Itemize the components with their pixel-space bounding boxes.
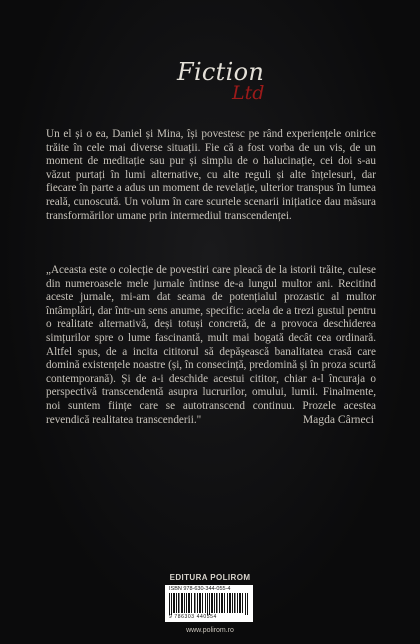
series-logo xyxy=(0,58,420,118)
publisher-url: www.polirom.ro xyxy=(186,627,234,634)
barcode-bars-icon xyxy=(169,593,249,615)
isbn-text: ISBN 978-630-344-055-4 xyxy=(169,586,231,592)
author-quote: „Aceasta este o colecție de povestiri care pleacă de la istorii trăite, culese din numeroasele mele jurnale întinse de-a lungul multor ani. Recitind aceste jurnale, mi-am dat seama de potențialul prozastic al multor întâmplări, dar într-un sens anume, specific: acela de a trezi gustul pentru o realitate alternativă, deși totuși concretă, de a provoca deschiderea simțurilor spre o lume fascinantă, mult mai bogată decât cea ordinară. Altfel spus, de a incita cititorul să depășească banalitatea crasă care domină existențele noastre (și, în consecință, predomină și în proza scurtă contemporană). Și de a-i deschide acestui cititor, chiar a-l încuraja o perspectivă transcendentă asupra lucrurilor, omului, lumii. Finalmente, noi suntem ființe care se autotranscend continuu. Prozele acestea revendică realitatea transcenderii." xyxy=(46,264,376,426)
barcode xyxy=(165,585,253,622)
book-blurb: Un el și o ea, Daniel și Mina, își povestesc pe rând experiențele onirice trăite în cele mai diverse situații. Fie că a fost vorba de un vis, de un moment de meditație sau pur și simplu de o halucinație, cei doi s-au văzut purtați în lumi alternative, cu alte reguli și alte înțelesuri, dar fiecare în parte a adus un moment de revelație, ulterior transpus în lumea reală, cunoscută. Un volum în care scurtele scenarii inițiatice dau măsura transformărilor umane prin intermediul transcendenței. xyxy=(46,128,376,222)
logo-main-text: Fiction xyxy=(177,58,265,86)
publisher-name: EDITURA POLIROM xyxy=(169,573,251,582)
author-signature: Magda Cârneci xyxy=(302,413,374,426)
logo-sub-text: Ltd xyxy=(232,82,265,104)
barcode-digits: 9 786303 440554 xyxy=(169,614,217,620)
